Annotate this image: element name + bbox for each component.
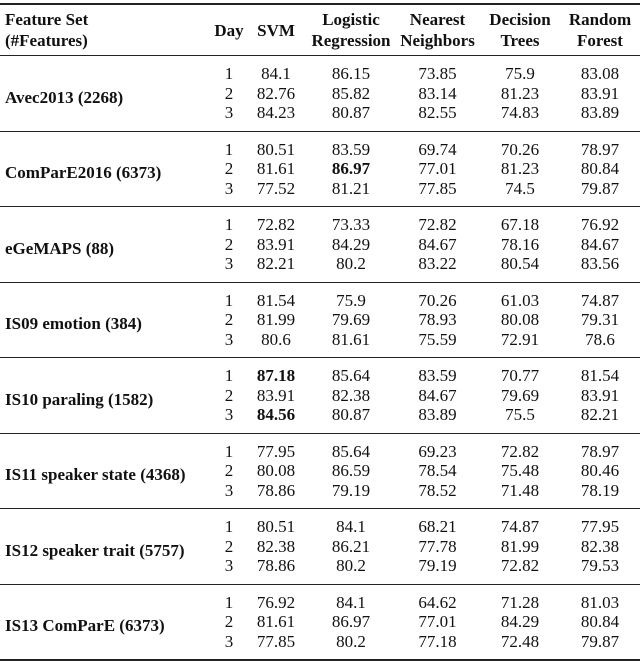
day-cell: 3 xyxy=(224,405,234,424)
day-cell: 3 xyxy=(224,556,234,575)
decision-trees-cell: 72.82 xyxy=(500,441,540,461)
logistic-regression-cell: 75.9 xyxy=(336,290,366,310)
random-forest-cell: 84.67 xyxy=(580,234,620,254)
table-row xyxy=(0,56,640,84)
logistic-regression-cell: 84.29 xyxy=(331,234,371,254)
day-cell: 1 xyxy=(224,366,234,385)
feature-set-name: IS13 ComParE (6373) xyxy=(5,616,165,635)
logistic-regression-cell: 73.33 xyxy=(331,215,371,234)
day-cell: 3 xyxy=(224,254,234,273)
logistic-regression-cell: 79.19 xyxy=(331,480,371,500)
table-row xyxy=(0,509,640,537)
feature-set-group xyxy=(0,207,640,283)
random-forest-cell: 79.87 xyxy=(580,178,620,198)
day-cell: 1 xyxy=(224,215,234,234)
random-forest-cell: 78.97 xyxy=(580,441,620,461)
decision-trees-cell: 84.29 xyxy=(500,612,540,631)
random-forest-cell: 74.87 xyxy=(580,290,620,310)
feature-set-name: Avec2013 (2268) xyxy=(5,87,124,107)
header-line: Decision xyxy=(489,10,551,29)
svm-cell: 81.99 xyxy=(256,310,296,329)
svm-cell: 78.86 xyxy=(256,556,296,575)
nearest-neighbors-cell: 79.19 xyxy=(418,556,457,575)
day-cell: 2 xyxy=(224,536,234,556)
logistic-regression-cell: 86.97 xyxy=(331,612,371,631)
day-cell: 2 xyxy=(224,159,234,178)
table-row xyxy=(0,358,640,386)
svm-cell: 77.52 xyxy=(256,178,296,198)
nearest-neighbors-cell: 77.01 xyxy=(418,159,457,178)
feature-set-name: IS10 paraling (1582) xyxy=(5,389,154,409)
logistic-regression-cell: 81.61 xyxy=(331,329,371,349)
day-cell: 1 xyxy=(224,139,234,159)
svm-cell: 84.1 xyxy=(261,64,291,83)
decision-trees-cell: 75.48 xyxy=(500,461,540,480)
random-forest-cell: 78.19 xyxy=(580,480,620,500)
day-cell: 3 xyxy=(224,329,234,349)
random-forest-cell: 79.53 xyxy=(580,556,620,575)
logistic-regression-cell: 85.64 xyxy=(331,441,371,461)
svm-cell: 84.23 xyxy=(256,103,296,122)
nearest-neighbors-cell: 68.21 xyxy=(418,517,457,536)
logistic-regression-cell: 79.69 xyxy=(331,310,371,329)
logistic-regression-cell: 86.97 xyxy=(331,159,371,178)
feature-set-group xyxy=(0,509,640,585)
nearest-neighbors-cell: 77.85 xyxy=(418,178,457,198)
header-line: Neighbors xyxy=(400,31,475,50)
svm-cell: 77.95 xyxy=(256,441,296,461)
logistic-regression-cell: 86.21 xyxy=(331,536,371,556)
svm-cell: 77.85 xyxy=(256,631,296,651)
svm-cell: 87.18 xyxy=(256,366,296,385)
decision-trees-cell: 78.16 xyxy=(500,234,540,254)
feature-set-group xyxy=(0,358,640,434)
svm-cell: 84.56 xyxy=(256,405,296,424)
feature-set-name: IS12 speaker trait (5757) xyxy=(5,540,185,560)
day-cell: 1 xyxy=(224,64,234,83)
nearest-neighbors-cell: 77.18 xyxy=(418,631,457,651)
svm-cell: 78.86 xyxy=(256,480,296,500)
header-day: Day xyxy=(214,20,244,40)
nearest-neighbors-cell: 78.52 xyxy=(418,480,457,500)
header-random-forest xyxy=(560,4,640,56)
day-cell: 2 xyxy=(224,310,234,329)
svm-cell: 80.6 xyxy=(261,329,291,349)
nearest-neighbors-cell: 72.82 xyxy=(418,215,457,234)
nearest-neighbors-cell: 70.26 xyxy=(418,290,457,310)
svm-cell: 82.76 xyxy=(256,83,296,103)
header-svm: SVM xyxy=(257,20,295,40)
decision-trees-cell: 72.48 xyxy=(500,631,540,651)
random-forest-cell: 78.6 xyxy=(585,329,615,349)
feature-set-name: eGeMAPS (88) xyxy=(5,238,115,258)
random-forest-cell: 83.89 xyxy=(580,103,620,122)
nearest-neighbors-cell: 83.59 xyxy=(418,366,457,385)
nearest-neighbors-cell: 82.55 xyxy=(418,103,457,122)
random-forest-cell: 79.31 xyxy=(580,310,620,329)
nearest-neighbors-cell: 78.54 xyxy=(418,461,457,480)
random-forest-cell: 81.54 xyxy=(580,366,620,385)
day-cell: 2 xyxy=(224,385,234,405)
svm-cell: 81.61 xyxy=(256,159,296,178)
table-header xyxy=(0,4,640,56)
logistic-regression-cell: 80.87 xyxy=(331,405,371,424)
logistic-regression-cell: 81.21 xyxy=(331,178,371,198)
header-line: (#Features) xyxy=(5,31,88,50)
day-cell: 1 xyxy=(224,441,234,461)
header-line: Regression xyxy=(311,31,391,50)
nearest-neighbors-cell: 73.85 xyxy=(418,64,457,83)
nearest-neighbors-cell: 84.67 xyxy=(418,234,457,254)
feature-set-group xyxy=(0,56,640,132)
decision-trees-cell: 67.18 xyxy=(500,215,540,234)
decision-trees-cell: 75.9 xyxy=(505,64,535,83)
day-cell: 2 xyxy=(224,461,234,480)
svm-cell: 72.82 xyxy=(256,215,296,234)
logistic-regression-cell: 80.2 xyxy=(336,254,366,273)
day-cell: 3 xyxy=(224,631,234,651)
nearest-neighbors-cell: 83.22 xyxy=(418,254,457,273)
decision-trees-cell: 72.91 xyxy=(500,329,540,349)
random-forest-cell: 76.92 xyxy=(580,215,620,234)
day-cell: 1 xyxy=(224,592,234,612)
svm-cell: 76.92 xyxy=(256,592,296,612)
decision-trees-cell: 71.48 xyxy=(500,480,540,500)
decision-trees-cell: 81.99 xyxy=(500,536,540,556)
svm-cell: 83.91 xyxy=(256,234,296,254)
header-line: Feature Set xyxy=(5,10,89,29)
decision-trees-cell: 74.5 xyxy=(505,178,535,198)
table-row xyxy=(0,131,640,159)
logistic-regression-cell: 83.59 xyxy=(331,139,371,159)
logistic-regression-cell: 84.1 xyxy=(336,592,366,612)
header-line: Forest xyxy=(577,31,623,50)
nearest-neighbors-cell: 64.62 xyxy=(418,592,457,612)
nearest-neighbors-cell: 77.01 xyxy=(418,612,457,631)
feature-set-name: ComParE2016 (6373) xyxy=(5,163,162,182)
random-forest-cell: 77.95 xyxy=(580,517,620,536)
svm-cell: 81.61 xyxy=(256,612,296,631)
decision-trees-cell: 79.69 xyxy=(500,385,540,405)
svm-cell: 80.51 xyxy=(256,139,296,159)
random-forest-cell: 80.46 xyxy=(580,461,620,480)
header-decision-trees xyxy=(480,4,560,56)
svm-cell: 82.21 xyxy=(256,254,296,273)
feature-set-group xyxy=(0,131,640,207)
feature-set-group xyxy=(0,584,640,660)
decision-trees-cell: 70.77 xyxy=(500,366,540,385)
random-forest-cell: 82.21 xyxy=(580,405,620,424)
decision-trees-cell: 80.08 xyxy=(500,310,540,329)
logistic-regression-cell: 82.38 xyxy=(331,385,371,405)
day-cell: 1 xyxy=(224,517,234,536)
logistic-regression-cell: 85.82 xyxy=(331,83,371,103)
nearest-neighbors-cell: 83.89 xyxy=(418,405,457,424)
decision-trees-cell: 81.23 xyxy=(500,159,540,178)
nearest-neighbors-cell: 83.14 xyxy=(418,83,457,103)
table-row xyxy=(0,282,640,310)
random-forest-cell: 79.87 xyxy=(580,631,620,651)
decision-trees-cell: 74.83 xyxy=(500,103,540,122)
logistic-regression-cell: 86.15 xyxy=(331,64,371,83)
random-forest-cell: 83.91 xyxy=(580,83,620,103)
decision-trees-cell: 71.28 xyxy=(500,592,540,612)
header-nearest-neighbors xyxy=(395,4,480,56)
feature-set-group xyxy=(0,282,640,358)
random-forest-cell: 80.84 xyxy=(580,159,620,178)
day-cell: 3 xyxy=(224,103,234,122)
logistic-regression-cell: 86.59 xyxy=(331,461,371,480)
feature-set-group xyxy=(0,433,640,509)
results-table xyxy=(0,3,640,661)
logistic-regression-cell: 80.2 xyxy=(336,631,366,651)
nearest-neighbors-cell: 84.67 xyxy=(418,385,457,405)
day-cell: 2 xyxy=(224,83,234,103)
day-cell: 2 xyxy=(224,234,234,254)
table-row xyxy=(0,584,640,612)
decision-trees-cell: 61.03 xyxy=(500,290,540,310)
nearest-neighbors-cell: 78.93 xyxy=(418,310,457,329)
decision-trees-cell: 80.54 xyxy=(500,254,540,273)
random-forest-cell: 83.56 xyxy=(580,254,620,273)
svm-cell: 80.51 xyxy=(256,517,296,536)
day-cell: 3 xyxy=(224,178,234,198)
random-forest-cell: 83.91 xyxy=(580,385,620,405)
svm-cell: 83.91 xyxy=(256,385,296,405)
svm-cell: 80.08 xyxy=(256,461,296,480)
logistic-regression-cell: 80.2 xyxy=(336,556,366,575)
random-forest-cell: 83.08 xyxy=(580,64,620,83)
feature-set-name: IS09 emotion (384) xyxy=(5,314,142,333)
decision-trees-cell: 72.82 xyxy=(500,556,540,575)
nearest-neighbors-cell: 69.23 xyxy=(418,441,457,461)
table-row xyxy=(0,433,640,461)
random-forest-cell: 82.38 xyxy=(580,536,620,556)
random-forest-cell: 80.84 xyxy=(580,612,620,631)
header-line: Nearest xyxy=(409,10,466,29)
feature-set-name: IS11 speaker state (4368) xyxy=(5,465,186,484)
header-line: Logistic xyxy=(322,10,380,29)
random-forest-cell: 81.03 xyxy=(580,592,620,612)
logistic-regression-cell: 80.87 xyxy=(331,103,371,122)
header-line: Trees xyxy=(500,31,540,50)
logistic-regression-cell: 85.64 xyxy=(331,366,371,385)
logistic-regression-cell: 84.1 xyxy=(336,517,366,536)
svm-cell: 81.54 xyxy=(256,290,296,310)
header-logistic-regression xyxy=(307,4,395,56)
svm-cell: 82.38 xyxy=(256,536,296,556)
decision-trees-cell: 81.23 xyxy=(500,83,540,103)
decision-trees-cell: 75.5 xyxy=(505,405,535,424)
header-feature-set xyxy=(0,4,213,56)
nearest-neighbors-cell: 77.78 xyxy=(418,536,457,556)
decision-trees-cell: 70.26 xyxy=(500,139,540,159)
nearest-neighbors-cell: 69.74 xyxy=(418,139,457,159)
nearest-neighbors-cell: 75.59 xyxy=(418,329,457,349)
decision-trees-cell: 74.87 xyxy=(500,517,540,536)
day-cell: 3 xyxy=(224,480,234,500)
day-cell: 2 xyxy=(224,612,234,631)
table-row xyxy=(0,207,640,235)
random-forest-cell: 78.97 xyxy=(580,139,620,159)
day-cell: 1 xyxy=(224,290,234,310)
header-line: Random xyxy=(568,10,632,29)
